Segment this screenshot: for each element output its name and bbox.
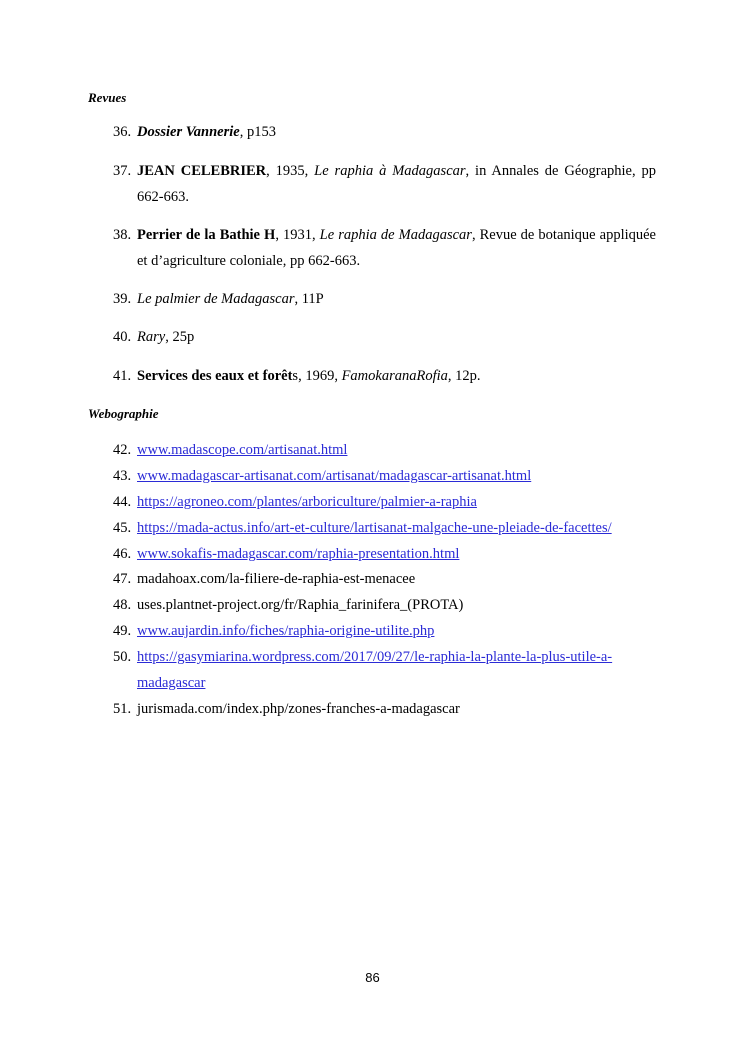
reference-number: 41. (113, 368, 132, 384)
reference-number: 37. (113, 163, 132, 179)
web-number: 51. (113, 701, 132, 717)
reference-title: Le raphia à Madagascar (314, 163, 466, 179)
web-item-43 (113, 464, 656, 490)
reference-number: 36. (113, 124, 132, 140)
reference-title: FamokaranaRofia (341, 368, 448, 384)
web-number: 47. (113, 571, 132, 587)
web-number: 46. (113, 546, 132, 562)
web-link[interactable]: https://mada-actus.info/art-et-culture/lartisanat-malgache-une-pleiade-de-facettes/ (137, 520, 612, 536)
reference-text: JEAN CELEBRIER, 1935, Le raphia à Madagascar, in Annales de Géographie, pp 662-663. (137, 163, 656, 205)
section-heading-revues: Revues (88, 90, 127, 105)
web-item-45 (113, 516, 656, 542)
web-number: 49. (113, 623, 132, 639)
reference-item-41 (113, 364, 656, 390)
web-item-48 (113, 593, 656, 619)
web-number: 50. (113, 649, 132, 665)
reference-author: Services des eaux et forêt (137, 368, 293, 384)
web-link[interactable]: www.madascope.com/artisanat.html (137, 442, 348, 458)
page-number: 86 (365, 970, 380, 985)
reference-author: JEAN CELEBRIER (137, 163, 267, 179)
web-link[interactable]: www.aujardin.info/fiches/raphia-origine-utilite.php (137, 623, 435, 639)
reference-text: Perrier de la Bathie H, 1931, Le raphia de Madagascar, Revue de botanique appliquée et d’agriculture coloniale, pp 662-663. (137, 227, 656, 269)
reference-item-38 (113, 223, 656, 274)
web-item-50 (113, 645, 613, 696)
reference-item-36 (113, 120, 656, 146)
reference-item-40 (113, 325, 656, 351)
web-number: 44. (113, 494, 132, 510)
reference-number: 39. (113, 291, 132, 307)
web-link[interactable]: https://gasymiarina.wordpress.com/2017/09/27/le-raphia-la-plante-la-plus-utile-a-madagascar (137, 649, 613, 691)
web-text: jurismada.com/index.php/zones-franches-a-madagascar (137, 701, 460, 717)
web-link[interactable]: www.madagascar-artisanat.com/artisanat/madagascar-artisanat.html (137, 468, 532, 484)
reference-item-37 (113, 159, 656, 210)
web-number: 45. (113, 520, 132, 536)
section-heading-webographie: Webographie (88, 406, 159, 421)
reference-title: Le palmier de Madagascar (137, 291, 295, 307)
web-text: madahoax.com/la-filiere-de-raphia-est-menacee (137, 571, 416, 587)
reference-text: Rary, 25p (137, 329, 195, 345)
web-item-51 (113, 697, 656, 723)
web-item-49 (113, 619, 656, 645)
reference-text: Services des eaux et forêts, 1969, FamokaranaRofia, 12p. (137, 368, 481, 384)
reference-item-39 (113, 287, 656, 313)
reference-title: Le raphia de Madagascar (319, 227, 472, 243)
reference-number: 38. (113, 227, 132, 243)
web-item-47 (113, 567, 656, 593)
reference-author: Perrier de la Bathie H (137, 227, 276, 243)
reference-text: Dossier Vannerie, p153 (137, 124, 276, 140)
web-number: 43. (113, 468, 132, 484)
web-link[interactable]: www.sokafis-madagascar.com/raphia-presentation.html (137, 546, 460, 562)
reference-number: 40. (113, 329, 132, 345)
reference-title: Dossier Vannerie (137, 124, 240, 140)
reference-text: Le palmier de Madagascar, 11P (137, 291, 324, 307)
reference-title: Rary (137, 329, 166, 345)
web-item-44 (113, 490, 656, 516)
web-link[interactable]: https://agroneo.com/plantes/arboriculture/palmier-a-raphia (137, 494, 477, 510)
web-number: 48. (113, 597, 132, 613)
web-text: uses.plantnet-project.org/fr/Raphia_farinifera_(PROTA) (137, 597, 464, 613)
web-number: 42. (113, 442, 132, 458)
web-item-46 (113, 542, 656, 568)
web-item-42 (113, 438, 656, 464)
